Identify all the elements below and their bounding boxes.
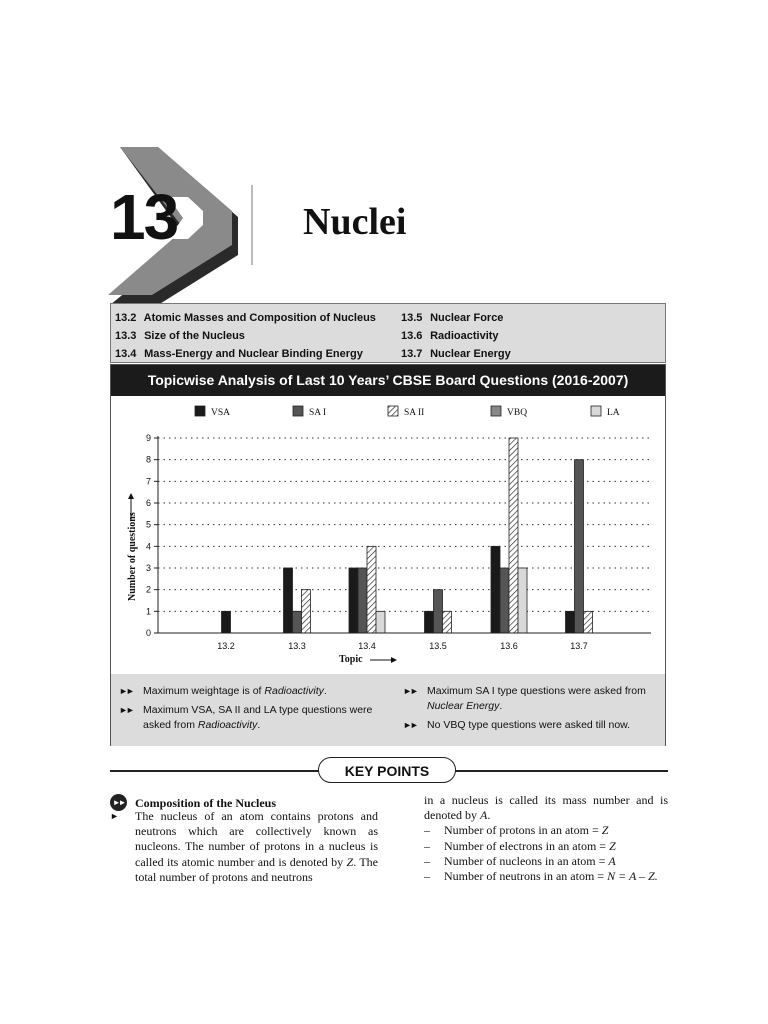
summary-text: No VBQ type questions were asked till now. bbox=[427, 719, 631, 731]
y-tick-label: 7 bbox=[145, 476, 151, 487]
analysis-summary bbox=[111, 674, 665, 746]
summary-item bbox=[119, 684, 389, 699]
contents-right-column bbox=[401, 309, 511, 363]
bar-sa-ii-13.7 bbox=[584, 611, 593, 633]
chapter-contents bbox=[110, 303, 666, 363]
toc-label: Radioactivity bbox=[430, 330, 499, 342]
summary-text: Maximum SA I type questions were asked from bbox=[427, 685, 646, 697]
list-item-symbol: A bbox=[608, 853, 616, 868]
section-title: Composition of the Nucleus bbox=[135, 796, 277, 810]
legend-swatch bbox=[388, 406, 398, 416]
summary-emphasis: Radioactivity bbox=[197, 719, 258, 731]
toc-label: Atomic Masses and Composition of Nucleus bbox=[143, 312, 376, 324]
toc-number: 13.4 bbox=[115, 348, 137, 360]
paragraph-text: in a nucleus is called its mass number and is denoted by bbox=[424, 793, 668, 823]
toc-item bbox=[115, 327, 376, 345]
toc-number: 13.2 bbox=[115, 312, 137, 324]
list-item-text: Number of nucleons in an atom = bbox=[444, 853, 609, 868]
title-divider bbox=[251, 185, 253, 265]
list-item: – Number of electrons in an atom = Z bbox=[424, 838, 616, 853]
toc-number: 13.5 bbox=[401, 312, 423, 324]
double-arrow-circle-icon: ►► bbox=[110, 794, 127, 811]
toc-item bbox=[115, 345, 376, 363]
summary-text: . bbox=[257, 719, 261, 731]
y-tick-label: 9 bbox=[145, 433, 151, 443]
symbol-a: A bbox=[480, 808, 488, 823]
bar-sa-ii-13.3 bbox=[302, 590, 311, 633]
x-tick-label: 13.5 bbox=[429, 641, 447, 651]
list-item: – Number of nucleons in an atom = A bbox=[424, 853, 616, 868]
list-item-symbol: N = A – Z. bbox=[607, 869, 658, 884]
chapter-title: Nuclei bbox=[303, 201, 407, 243]
bar-sa-ii-13.6 bbox=[509, 438, 518, 633]
legend-swatch bbox=[591, 406, 601, 416]
bar-la-13.6 bbox=[518, 568, 527, 633]
nucleus-count-list bbox=[424, 823, 668, 884]
y-tick-label: 0 bbox=[145, 628, 151, 638]
composition-paragraph bbox=[135, 809, 378, 885]
legend-swatch bbox=[491, 406, 501, 416]
toc-item bbox=[115, 309, 376, 327]
y-axis-title: Number of questions bbox=[127, 512, 138, 601]
x-tick-label: 13.4 bbox=[358, 641, 376, 651]
double-arrow-icon: ►► bbox=[403, 720, 417, 730]
legend-label: SA II bbox=[404, 408, 425, 418]
legend-swatch bbox=[293, 406, 303, 416]
toc-item bbox=[401, 327, 511, 345]
x-axis-title: Topic bbox=[339, 654, 363, 665]
x-tick-label: 13.2 bbox=[217, 641, 235, 651]
summary-item bbox=[403, 684, 661, 714]
toc-number: 13.3 bbox=[115, 330, 137, 342]
bar-vsa-13.5 bbox=[425, 611, 434, 633]
summary-text: Maximum weightage is of bbox=[143, 685, 265, 697]
y-tick-label: 4 bbox=[145, 541, 151, 552]
legend-label: LA bbox=[607, 408, 620, 418]
mass-number-paragraph bbox=[424, 793, 668, 823]
paragraph-text: . bbox=[487, 808, 491, 823]
topicwise-analysis-box bbox=[110, 364, 666, 746]
summary-item bbox=[119, 703, 389, 733]
paragraph-text: . The total number of protons and neutrons bbox=[135, 854, 378, 884]
x-axis-arrow bbox=[370, 657, 397, 663]
y-tick-label: 3 bbox=[145, 563, 151, 573]
key-points-right-column bbox=[424, 793, 668, 884]
list-item: – Number of neutrons in an atom = N = A – Z. bbox=[424, 869, 658, 884]
toc-number: 13.7 bbox=[401, 348, 423, 360]
toc-label: Nuclear Force bbox=[430, 312, 504, 324]
y-tick-label: 2 bbox=[145, 584, 151, 595]
bar-la-13.4 bbox=[376, 611, 385, 633]
x-tick-label: 13.3 bbox=[288, 641, 306, 651]
bar-vsa-13.3 bbox=[284, 568, 293, 633]
list-item: – Number of protons in an atom = Z bbox=[424, 823, 609, 838]
summary-text: . bbox=[499, 700, 503, 712]
analysis-heading: Topicwise Analysis of Last 10 Years’ CBSE Board Questions (2016-2007) bbox=[111, 365, 665, 396]
toc-item bbox=[401, 345, 511, 363]
x-tick-label: 13.7 bbox=[570, 641, 588, 651]
bar-sa-i-13.4 bbox=[358, 568, 367, 633]
legend-label: VBQ bbox=[507, 408, 528, 418]
list-item-symbol: Z bbox=[601, 823, 609, 838]
bar-vsa-13.2 bbox=[222, 611, 231, 633]
summary-emphasis: Nuclear Energy bbox=[427, 700, 500, 712]
bullet-arrow-icon: ► bbox=[110, 811, 119, 821]
list-item-text: Number of electrons in an atom = bbox=[444, 838, 610, 853]
chapter-number: 13 bbox=[110, 181, 178, 253]
summary-text: Maximum VSA, SA II and LA type questions were asked from bbox=[143, 704, 373, 731]
double-arrow-icon: ►► bbox=[119, 705, 133, 715]
y-tick-label: 6 bbox=[145, 498, 151, 508]
y-tick-label: 1 bbox=[145, 606, 151, 617]
legend-swatch bbox=[195, 406, 205, 416]
y-tick-label: 8 bbox=[145, 454, 151, 465]
bar-sa-i-13.3 bbox=[293, 611, 302, 633]
bar-vsa-13.4 bbox=[349, 568, 358, 633]
legend-label: SA I bbox=[309, 408, 327, 418]
list-item-text: Number of neutrons in an atom = bbox=[444, 869, 608, 884]
bar-vsa-13.7 bbox=[566, 611, 575, 633]
contents-left-column bbox=[115, 309, 376, 363]
toc-label: Nuclear Energy bbox=[430, 348, 511, 360]
bar-sa-i-13.7 bbox=[575, 460, 584, 633]
question-distribution-chart bbox=[111, 396, 665, 674]
toc-item bbox=[401, 309, 511, 327]
symbol-z: Z bbox=[346, 854, 354, 869]
bar-vsa-13.6 bbox=[491, 546, 500, 633]
bar-sa-ii-13.4 bbox=[367, 546, 376, 633]
paragraph-text: The nucleus of an atom contains protons and neutrons which are collectively known as nucleons. The number of protons in a nucleus is called its atomic number and is denoted by bbox=[135, 809, 378, 869]
double-arrow-icon: ►► bbox=[119, 686, 133, 696]
list-item-symbol: Z bbox=[609, 838, 616, 853]
y-tick-label: 5 bbox=[145, 519, 151, 530]
bar-sa-ii-13.5 bbox=[443, 611, 452, 633]
key-points-heading: KEY POINTS bbox=[318, 757, 456, 783]
summary-text: . bbox=[323, 685, 327, 697]
bar-sa-i-13.6 bbox=[500, 568, 509, 633]
double-arrow-icon: ►► bbox=[403, 686, 417, 696]
list-item-text: Number of protons in an atom = bbox=[444, 823, 602, 838]
x-tick-label: 13.6 bbox=[500, 641, 518, 651]
summary-emphasis: Radioactivity bbox=[264, 685, 324, 697]
summary-item bbox=[403, 718, 661, 733]
bar-sa-i-13.5 bbox=[434, 590, 443, 633]
toc-label: Mass-Energy and Nuclear Binding Energy bbox=[144, 348, 363, 360]
toc-number: 13.6 bbox=[401, 330, 423, 342]
toc-label: Size of the Nucleus bbox=[144, 330, 245, 342]
legend-label: VSA bbox=[211, 408, 231, 418]
